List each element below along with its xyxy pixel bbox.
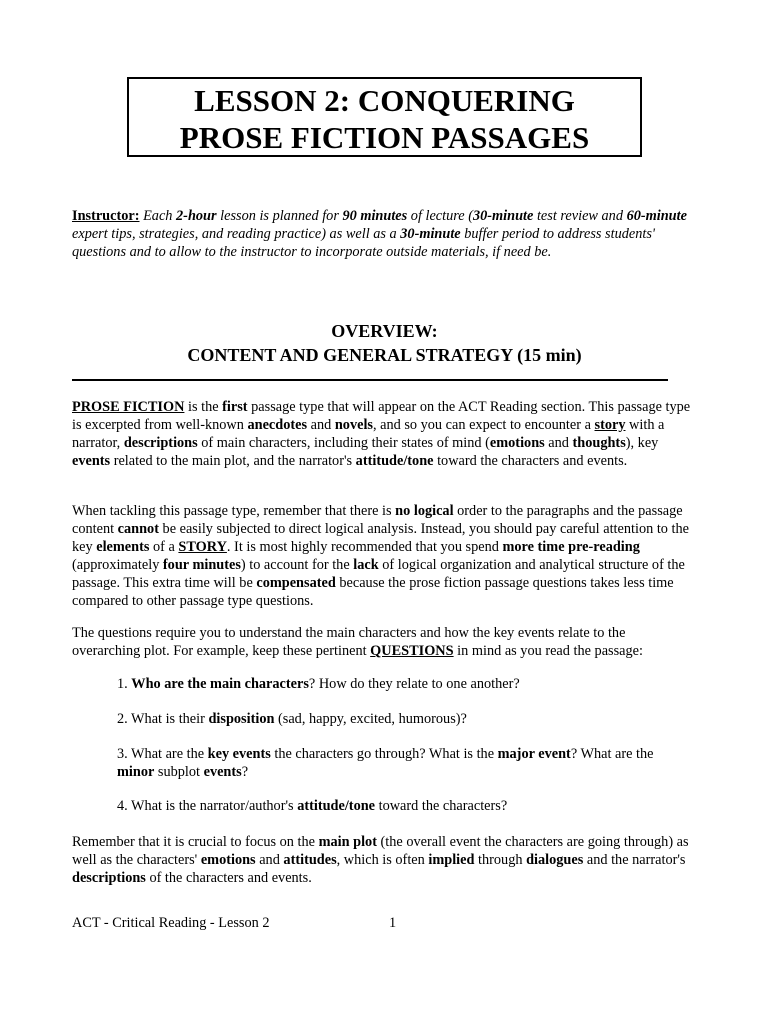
body-text: related to the main plot, and the narrator's <box>110 453 356 469</box>
body-text: with a narrator, <box>72 417 665 451</box>
key-term: descriptions <box>123 435 198 451</box>
body-text: ? How do they relate to one another? <box>308 676 520 692</box>
key-term: story <box>594 417 626 433</box>
key-term: anecdotes <box>247 417 308 433</box>
prose-fiction-paragraph <box>72 398 694 470</box>
body-text: ? What are the <box>570 746 654 762</box>
question-number: 3. <box>117 746 132 762</box>
key-term: main plot <box>318 834 377 850</box>
body-text: order to the paragraphs and the passage content <box>72 503 683 537</box>
key-term: compensated <box>256 575 336 591</box>
body-text: toward the characters and events. <box>433 453 628 469</box>
question-number: 2. <box>117 711 132 727</box>
instructor-text: expert tips, strategies, and reading practice) as well as a <box>72 226 401 242</box>
body-text: What is their <box>131 711 209 727</box>
question-number: 1. <box>117 676 132 692</box>
key-term: events <box>72 453 111 469</box>
body-text: . It is most highly recommended that you spend <box>226 539 503 555</box>
instructor-emphasis: 2-hour <box>176 208 217 224</box>
body-text: (approximately <box>72 557 163 573</box>
body-text: (the overall event the characters are going through) as well as the characters' <box>72 834 689 868</box>
key-term: QUESTIONS <box>370 643 454 659</box>
body-text: Remember that it is crucial to focus on the <box>72 834 319 850</box>
key-term: lack <box>353 557 379 573</box>
key-term: cannot <box>117 521 159 537</box>
body-text: The questions require you to understand the main characters and how the key events relate to the overarching plot. For example, keep these pertinent <box>72 625 626 659</box>
key-term: emotions <box>200 852 256 868</box>
body-text: because the prose fiction passage questions takes less time compared to other passage type questions. <box>72 575 674 609</box>
key-term: implied <box>428 852 475 868</box>
instructor-text: of lecture ( <box>407 208 473 224</box>
key-term: descriptions <box>72 870 146 886</box>
key-term: elements <box>96 539 150 555</box>
question-item <box>117 745 687 781</box>
instructor-text: test review and <box>533 208 627 224</box>
lesson-title-line-1: LESSON 2: CONQUERING <box>194 83 575 118</box>
lesson-title-line-2: PROSE FICTION PASSAGES <box>179 120 590 155</box>
body-text: passage type that will appear on the ACT Reading section. This passage type is excerpted from well-known <box>72 399 691 433</box>
key-term: events <box>203 764 242 780</box>
body-text: and the narrator's <box>583 852 686 868</box>
key-term: no logical <box>395 503 454 519</box>
body-text: and <box>544 435 573 451</box>
body-text: When tackling this passage type, remember that there is <box>72 503 396 519</box>
footer-text: ACT - Critical Reading - Lesson 2 <box>72 915 270 931</box>
lesson-title-box <box>127 77 642 157</box>
body-text: toward the characters? <box>375 798 508 814</box>
question-item <box>117 710 687 728</box>
strategy-paragraph <box>72 502 694 610</box>
key-term: Who are the main characters <box>131 676 309 692</box>
question-item <box>117 797 687 815</box>
body-text: , which is often <box>336 852 429 868</box>
key-term: STORY <box>178 539 227 555</box>
instructor-text: lesson is planned for <box>216 208 343 224</box>
body-text: , and so you can expect to encounter a <box>372 417 595 433</box>
key-term: attitude/tone <box>297 798 376 814</box>
body-text: in mind as you read the passage: <box>453 643 643 659</box>
key-term: dialogues <box>526 852 584 868</box>
overview-section-heading <box>72 319 697 367</box>
key-term: disposition <box>208 711 275 727</box>
instructor-emphasis: 30-minute <box>400 226 461 242</box>
body-text: of logical organization and analytical structure of the passage. This extra time will be <box>72 557 685 591</box>
key-term: more time pre-reading <box>502 539 640 555</box>
body-text: ) to account for the <box>240 557 354 573</box>
question-item <box>117 675 687 693</box>
body-text: What is the narrator/author's <box>131 798 298 814</box>
instructor-text: Each <box>139 208 177 224</box>
key-term: attitude/tone <box>355 453 434 469</box>
body-text: through <box>474 852 527 868</box>
key-term: attitudes <box>283 852 337 868</box>
instructor-emphasis: 60-minute <box>626 208 687 224</box>
instructor-label: Instructor: <box>72 208 140 224</box>
instructor-note <box>72 207 692 261</box>
body-text: subplot <box>154 764 204 780</box>
body-text: of main characters, including their states of mind ( <box>197 435 490 451</box>
instructor-emphasis: 30-minute <box>473 208 534 224</box>
page-number: 1 <box>389 915 397 931</box>
body-text: of the characters and events. <box>145 870 312 886</box>
key-term: emotions <box>489 435 545 451</box>
key-term: PROSE FICTION <box>72 399 185 415</box>
body-text: (sad, happy, excited, humorous)? <box>274 711 467 727</box>
body-text: of a <box>149 539 179 555</box>
body-text: ? <box>241 764 249 780</box>
questions-intro-paragraph <box>72 624 694 660</box>
body-text: is the <box>184 399 223 415</box>
key-term: major event <box>497 746 571 762</box>
main-plot-paragraph <box>72 833 694 887</box>
key-term: first <box>222 399 248 415</box>
key-term: four minutes <box>162 557 241 573</box>
overview-heading: OVERVIEW: <box>331 321 438 341</box>
instructor-emphasis: 90 minutes <box>342 208 408 224</box>
body-text: and <box>255 852 284 868</box>
key-term: minor <box>117 764 155 780</box>
key-term: thoughts <box>572 435 626 451</box>
key-term: novels <box>334 417 373 433</box>
key-term: key events <box>207 746 271 762</box>
body-text: What are the <box>131 746 208 762</box>
horizontal-divider <box>72 379 668 381</box>
body-text: the characters go through? What is the <box>270 746 498 762</box>
overview-subheading: CONTENT AND GENERAL STRATEGY (15 min) <box>187 345 582 365</box>
question-number: 4. <box>117 798 132 814</box>
body-text: be easily subjected to direct logical analysis. Instead, you should pay careful attention to the key <box>72 521 689 555</box>
body-text: and <box>307 417 335 433</box>
instructor-text: buffer period to address students' questions and to allow to the instructor to incorporate outside materials, if need be. <box>72 226 655 260</box>
body-text: ), key <box>625 435 659 451</box>
